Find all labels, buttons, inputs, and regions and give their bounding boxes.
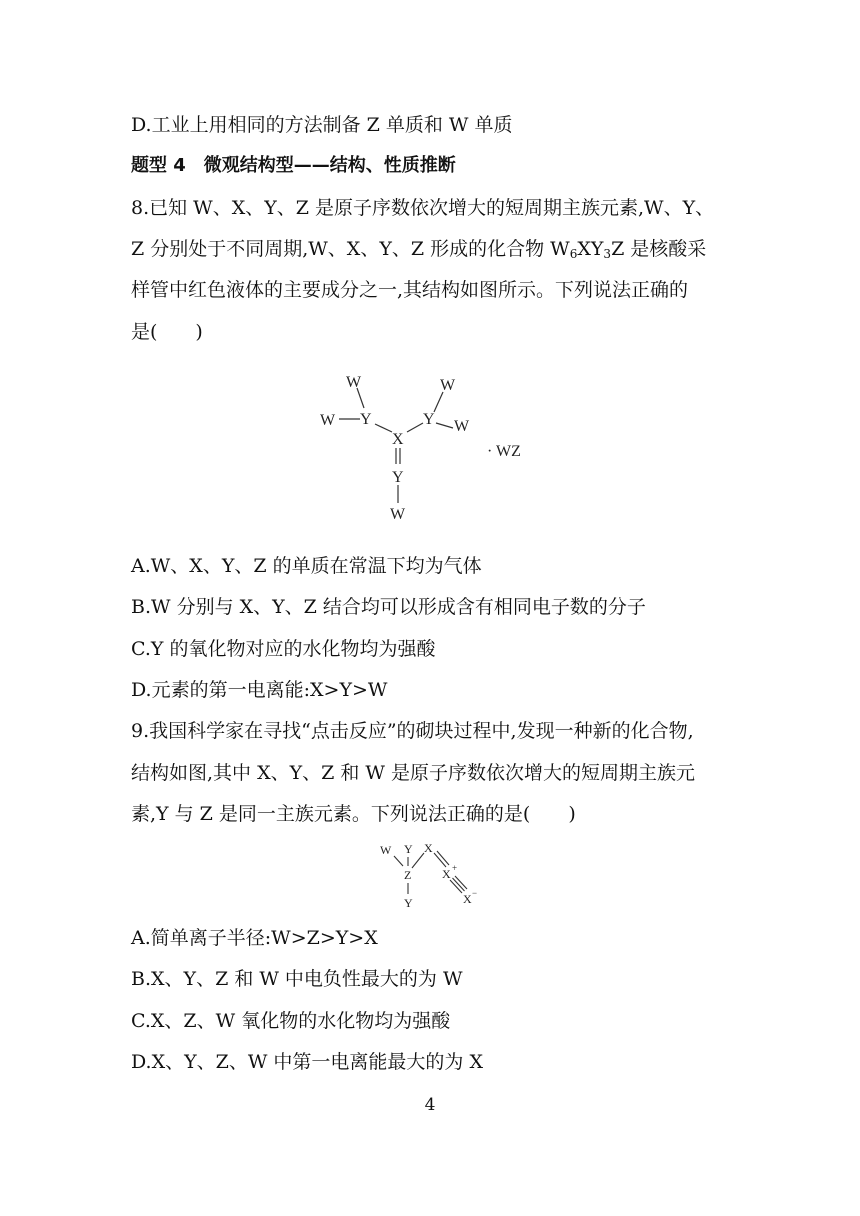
atom-y: Y [404,896,413,910]
atom-x: X [424,841,433,855]
q8-stem-line-3: 样管中红色液体的主要成分之一,其结构如图所示。下列说法正确的 [131,279,689,301]
q9-option-d: D.X、Y、Z、W 中第一电离能最大的为 X [131,1051,484,1073]
q7-option-d: D.工业上用相同的方法制备 Z 单质和 W 单质 [131,114,513,136]
q8-option-b: B.W 分别与 X、Y、Z 结合均可以形成含有相同电子数的分子 [131,596,646,618]
charge-plus: + [452,863,458,873]
q8-stem-text: Z 分别处于不同周期,W、X、Y、Z 形成的化合物 W [131,238,570,260]
atom-x: X [463,892,472,906]
atom-w: W [380,843,392,857]
atom-y: Y [360,411,372,428]
atom-y: Y [392,469,404,486]
bond [407,423,423,432]
q9-structure-figure [376,838,486,910]
q8-stem-text: XY [577,238,604,260]
atom-y: Y [404,842,413,856]
bond [412,853,424,868]
q8-stem-line-2 [131,236,706,262]
atom-w: W [440,377,456,394]
charge-minus: − [472,888,478,898]
section-title: 题型 4 微观结构型——结构、性质推断 [131,155,456,176]
bond [434,392,443,412]
q9-stem-line-1: 9.我国科学家在寻找“点击反应”的砌块过程中,发现一种新的化合物, [131,720,694,742]
bond [375,424,392,432]
atom-x: X [442,867,451,881]
q9-stem-line-2: 结构如图,其中 X、Y、Z 和 W 是原子序数依次增大的短周期主族元 [131,762,695,784]
atom-w: W [454,418,470,435]
q8-option-d: D.元素的第一电离能:X>Y>W [131,679,388,701]
atom-w: W [346,374,362,391]
page-number: 4 [424,1095,436,1115]
bond [394,856,403,866]
q8-option-a: A.W、X、Y、Z 的单质在常温下均为气体 [131,555,482,577]
subscript: 3 [603,247,612,261]
q8-stem-line-1: 8.已知 W、X、Y、Z 是原子序数依次增大的短周期主族元素,W、Y、 [131,197,715,219]
atom-w: W [390,506,406,523]
q9-stem-line-3: 素,Y 与 Z 是同一主族元素。下列说法正确的是( ) [131,803,576,825]
q8-option-c: C.Y 的氧化物对应的水化物均为强酸 [131,638,436,660]
atom-z: Z [404,868,412,882]
bond [357,388,364,408]
atom-y: Y [423,411,435,428]
q8-stem-text: Z 是核酸采 [611,238,707,260]
subscript: 6 [569,247,578,261]
bond [436,423,453,428]
atom-x: X [392,431,404,448]
q9-option-b: B.X、Y、Z 和 W 中电负性最大的为 W [131,968,463,990]
q9-option-c: C.X、Z、W 氧化物的水化物均为强酸 [131,1010,451,1032]
counter-ion: · WZ [487,443,521,460]
q8-structure-figure [310,368,550,528]
atom-w: W [320,412,336,429]
q9-option-a: A.简单离子半径:W>Z>Y>X [131,927,378,949]
q8-stem-line-4: 是( ) [131,321,203,343]
